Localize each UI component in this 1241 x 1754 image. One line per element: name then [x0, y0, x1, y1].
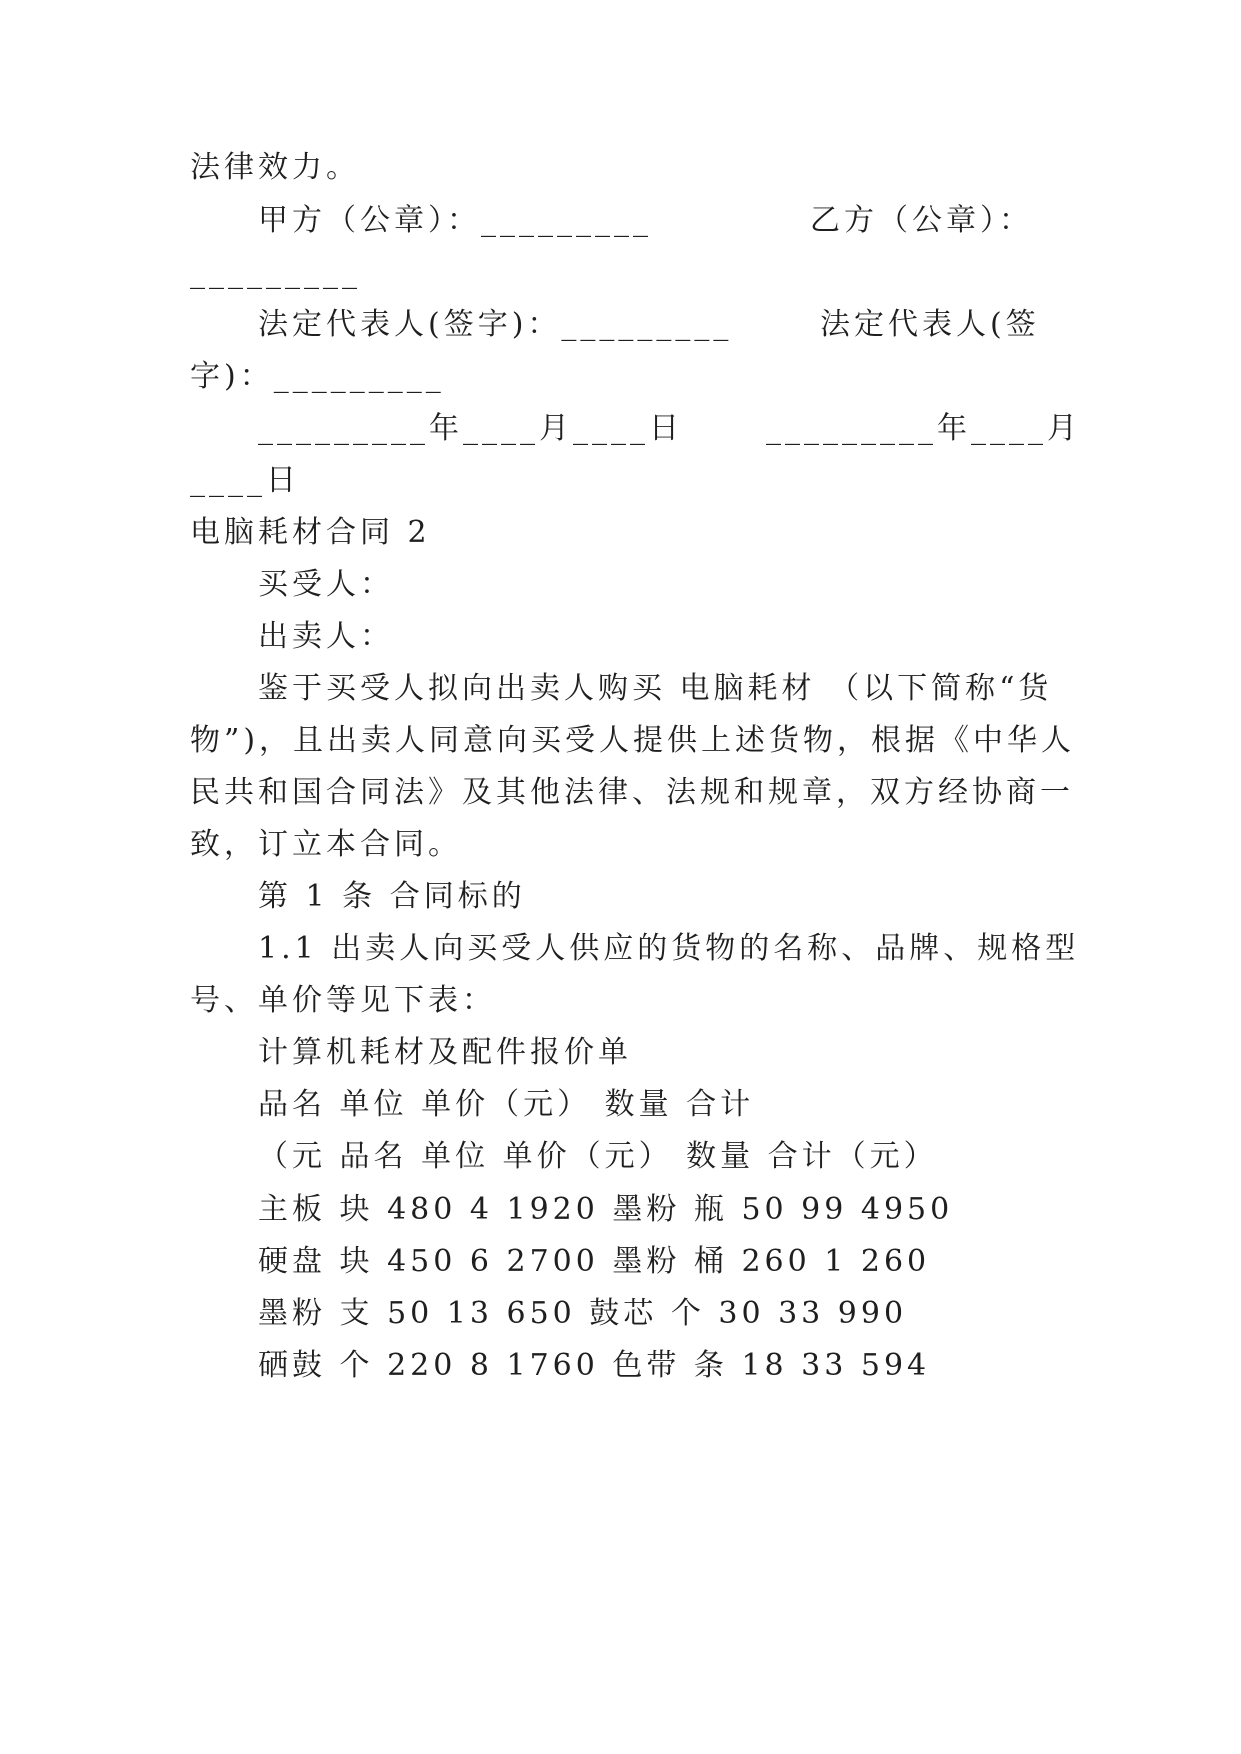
party-a-seal-line [258, 199, 1128, 243]
table-row: 硒鼓 个 220 8 1760 色带 条 18 33 594 [258, 1348, 931, 1383]
party-a-date: _________年____月____日 [258, 411, 683, 446]
table-title: 计算机耗材及配件报价单 [258, 1035, 632, 1070]
paragraph-line: 号、单价等见下表： [190, 983, 496, 1018]
party-b-representative: 法定代表人(签 [820, 307, 1040, 342]
party-b-seal-blank: _________ [190, 255, 361, 290]
party-a-representative: 法定代表人(签字)：_________ [258, 307, 733, 342]
paragraph-line: 鉴于买受人拟向出卖人购买 电脑耗材 （以下简称“货 [258, 671, 1053, 706]
representative-line [258, 303, 1128, 347]
table-row: 硬盘 块 450 6 2700 墨粉 桶 260 1 260 [258, 1244, 931, 1279]
seller-line: 出卖人： [258, 619, 394, 654]
table-row: 主板 块 480 4 1920 墨粉 瓶 50 99 4950 [258, 1192, 954, 1227]
text-line: 法律效力。 [190, 150, 360, 185]
party-b-seal: 乙方（公章）： [810, 203, 1033, 238]
date-line [258, 407, 1128, 451]
party-b-representative-cont: 字)：_________ [190, 359, 445, 394]
table-header: （元 品名 单位 单价（元） 数量 合计（元） [258, 1139, 938, 1174]
article-heading: 第 1 条 合同标的 [258, 879, 526, 914]
table-row: 墨粉 支 50 13 650 鼓芯 个 30 33 990 [258, 1296, 908, 1331]
paragraph-line: 物”)，且出卖人同意向买受人提供上述货物，根据《中华人 [190, 723, 1076, 758]
paragraph-line: 1.1 出卖人向买受人供应的货物的名称、品牌、规格型 [258, 931, 1080, 966]
section-title: 电脑耗材合同 2 [190, 515, 431, 550]
party-b-date-cont: ____日 [190, 463, 300, 498]
table-header: 品名 单位 单价（元） 数量 合计 [258, 1087, 755, 1122]
party-b-date: _________年____月 [766, 411, 1081, 446]
paragraph-line: 致，订立本合同。 [190, 827, 462, 862]
buyer-line: 买受人： [258, 567, 394, 602]
paragraph-line: 民共和国合同法》及其他法律、法规和规章，双方经协商一 [190, 775, 1074, 810]
party-a-seal: 甲方（公章）：_________ [258, 203, 652, 238]
